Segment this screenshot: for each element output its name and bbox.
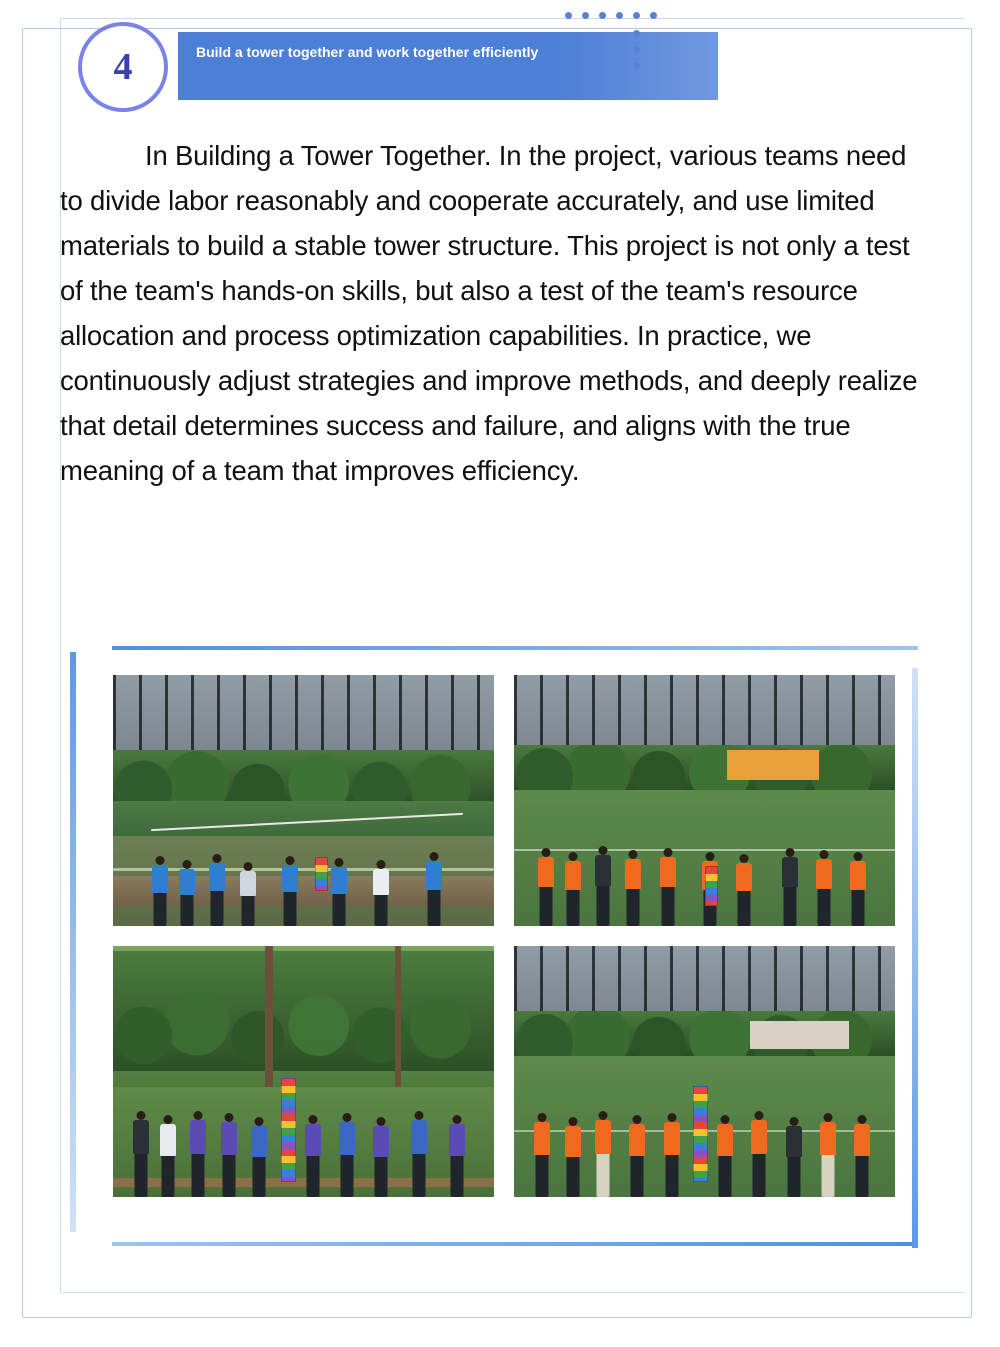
participant: [372, 860, 390, 926]
participant: [159, 1115, 177, 1197]
gallery-rule-left: [70, 652, 76, 1232]
block-tower: [315, 857, 328, 891]
field-line: [514, 849, 895, 851]
block-tower: [705, 866, 718, 906]
participant: [659, 848, 677, 926]
participant: [239, 862, 257, 926]
participant: [564, 852, 582, 926]
treeline: [113, 951, 494, 1071]
participant: [304, 1115, 322, 1197]
canopy-roof: [514, 946, 895, 1021]
participant: [220, 1113, 238, 1197]
participant: [208, 854, 226, 926]
participant: [853, 1115, 871, 1197]
participant: [628, 1115, 646, 1197]
participant: [594, 846, 612, 926]
section-number-badge: [78, 22, 168, 112]
dot: [633, 12, 640, 19]
participant: [564, 1117, 582, 1197]
participant: [372, 1117, 390, 1197]
participant: [448, 1115, 466, 1197]
field-strip: [113, 801, 494, 836]
participant: [132, 1111, 150, 1197]
participant: [410, 1111, 428, 1197]
participant: [624, 850, 642, 926]
gallery-photo[interactable]: [513, 945, 896, 1198]
dot: [582, 12, 589, 19]
gallery-grid: [112, 674, 896, 1226]
gallery-rule-bottom: [112, 1242, 918, 1246]
participant: [815, 850, 833, 926]
participant: [151, 856, 169, 926]
participant: [537, 848, 555, 926]
tree-trunk: [395, 946, 401, 1092]
section-title: Build a tower together and work together efficiently: [196, 44, 539, 60]
block-tower: [693, 1086, 708, 1182]
participant: [250, 1117, 268, 1197]
participant: [663, 1113, 681, 1197]
participant: [338, 1113, 356, 1197]
block-tower: [281, 1078, 296, 1182]
participant: [735, 854, 753, 926]
participant: [533, 1113, 551, 1197]
dot: [565, 12, 572, 19]
dot: [599, 12, 606, 19]
participant: [425, 852, 443, 926]
decorative-dots: [565, 6, 665, 56]
gallery-rule-right: [912, 668, 918, 1248]
photo-gallery: [70, 646, 918, 1252]
section-number: 4: [113, 46, 133, 88]
participant: [716, 1115, 734, 1197]
dot: [650, 12, 657, 19]
dot: [633, 46, 640, 53]
gallery-photo[interactable]: [112, 945, 495, 1198]
participant: [849, 852, 867, 926]
participant: [594, 1111, 612, 1197]
orange-building: [727, 750, 818, 780]
dot: [633, 62, 640, 69]
participant: [781, 848, 799, 926]
dot: [633, 30, 640, 37]
gallery-rule-top: [112, 646, 918, 650]
participant: [189, 1111, 207, 1197]
participant: [330, 858, 348, 926]
gallery-photo[interactable]: [513, 674, 896, 927]
participant: [785, 1117, 803, 1197]
tree-trunk: [265, 946, 273, 1102]
treeline: [514, 745, 895, 790]
participant: [281, 856, 299, 926]
dot: [616, 12, 623, 19]
participant: [750, 1111, 768, 1197]
participant: [178, 860, 196, 926]
gallery-photo[interactable]: [112, 674, 495, 927]
participant: [819, 1113, 837, 1197]
body-paragraph: In Building a Tower Together. In the project, various teams need to divide labor reasonably and cooperate accurately, and use limited materials to build a stable tower structure. This project is not only a test of the team's hands-on skills, but also a test of the team's resource allocation and process optimization capabilities. In practice, we continuously adjust strategies and improve methods, and deeply realize that detail determines success and failure, and aligns with the true meaning of a team that improves efficiency.: [60, 140, 918, 486]
building: [750, 1021, 849, 1049]
treeline: [113, 750, 494, 805]
canopy-roof: [113, 675, 494, 760]
